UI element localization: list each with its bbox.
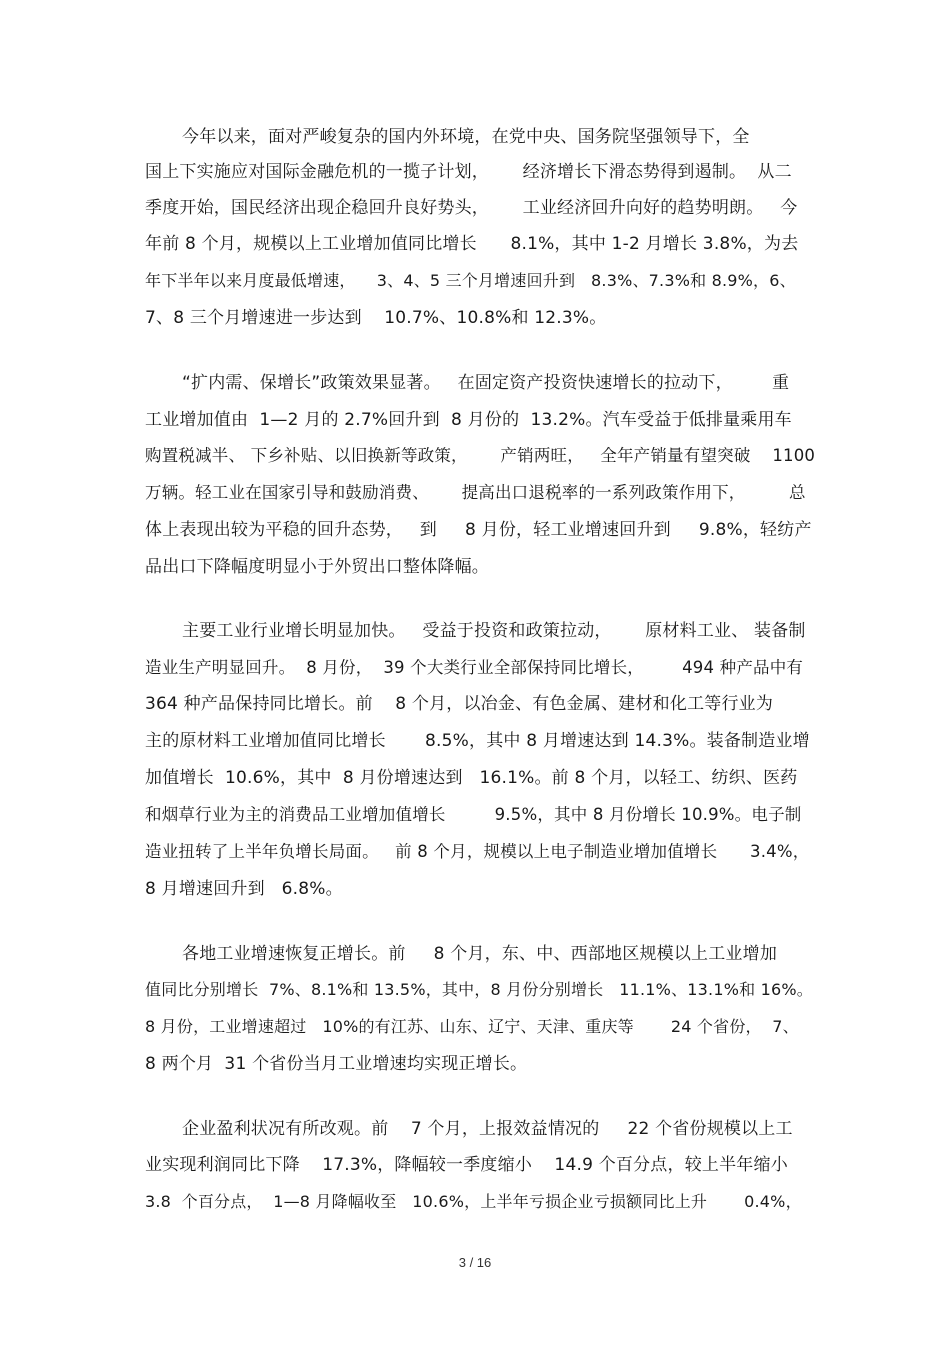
- paragraph-2-line-5: 体上表现出较为平稳的回升态势， 到 8 月份，轻工业增速回升到 9.8%，轻纺产: [145, 520, 812, 540]
- page-number: 3 / 16: [458, 1255, 492, 1270]
- paragraph-2-line-6: 品出口下降幅度明显小于外贸出口整体降幅。: [145, 557, 489, 577]
- paragraph-3-line-6: 和烟草行业为主的消费品工业增加值增长 9.5%，其中 8 月份增长 10.9%。电子制: [145, 805, 802, 824]
- paragraph-2-line-1: “扩内需、保增长”政策效果显著。 在固定资产投资快速增长的拉动下， 重: [182, 373, 790, 393]
- paragraph-3-line-7: 造业扭转了上半年负增长局面。 前 8 个月，规模以上电子制造业增加值增长 3.4%，: [145, 842, 810, 861]
- paragraph-1-line-2: 国上下实施应对国际金融危机的一揽子计划， 经济增长下滑态势得到遏制。 从二: [145, 162, 792, 182]
- paragraph-1-line-3: 季度开始，国民经济出现企稳回升良好势头， 工业经济回升向好的趋势明朗。 今: [145, 198, 798, 218]
- paragraph-1-line-6: 7、8 三个月增速进一步达到 10.7%、10.8%和 12.3%。: [145, 308, 607, 328]
- paragraph-2-line-3: 购置税减半、 下乡补贴、以旧换新等政策， 产销两旺， 全年产销量有望突破 1100: [145, 446, 816, 465]
- paragraph-5-line-2: 业实现利润同比下降 17.3%，降幅较一季度缩小 14.9 个百分点，较上半年缩小: [145, 1155, 788, 1175]
- paragraph-5-line-1: 企业盈利状况有所改观。前 7 个月，上报效益情况的 22 个省份规模以上工: [182, 1119, 793, 1139]
- paragraph-2-line-4: 万辆。轻工业在国家引导和鼓励消费、 提高出口退税率的一系列政策作用下， 总: [145, 483, 806, 502]
- paragraph-3-line-8: 8 月增速回升到 6.8%。: [145, 879, 343, 899]
- paragraph-3-line-5: 加值增长 10.6%，其中 8 月份增速达到 16.1%。前 8 个月，以轻工、纺织、医药: [145, 768, 798, 788]
- paragraph-4-line-3: 8 月份，工业增速超过 10%的有江苏、山东、辽宁、天津、重庆等 24 个省份， 7、: [145, 1017, 799, 1036]
- paragraph-1-line-5: 年下半年以来月度最低增速， 3、4、5 三个月增速回升到 8.3%、7.3%和 8.9%，6、: [145, 271, 796, 290]
- paragraph-4-line-4: 8 两个月 31 个省份当月工业增速均实现正增长。: [145, 1054, 528, 1074]
- paragraph-1-line-4: 年前 8 个月，规模以上工业增加值同比增长 8.1%，其中 1-2 月增长 3.8%，为去: [145, 234, 799, 254]
- paragraph-1-line-1: 今年以来，面对严峻复杂的国内外环境，在党中央、国务院坚强领导下，全: [182, 127, 750, 147]
- paragraph-5-line-3: 3.8 个百分点， 1—8 月降幅收至 10.6%，上半年亏损企业亏损额同比上升 0.4%，: [145, 1192, 802, 1211]
- paragraph-3-line-1: 主要工业行业增长明显加快。 受益于投资和政策拉动， 原材料工业、 装备制: [182, 621, 806, 641]
- paragraph-3-line-4: 主的原材料工业增加值同比增长 8.5%，其中 8 月增速达到 14.3%。装备制造业增: [145, 731, 810, 751]
- paragraph-4-line-2: 值同比分别增长 7%、8.1%和 13.5%，其中，8 月份分别增长 11.1%、13.1%和 16%。: [145, 980, 813, 999]
- paragraph-2-line-2: 工业增加值由 1—2 月的 2.7%回升到 8 月份的 13.2%。汽车受益于低排量乘用车: [145, 410, 792, 430]
- paragraph-4-line-1: 各地工业增速恢复正增长。前 8 个月，东、中、西部地区规模以上工业增加: [182, 944, 778, 964]
- paragraph-3-line-2: 造业生产明显回升。 8 月份， 39 个大类行业全部保持同比增长， 494 种产品中有: [145, 658, 804, 677]
- paragraph-3-line-3: 364 种产品保持同比增长。前 8 个月，以冶金、有色金属、建材和化工等行业为: [145, 694, 774, 714]
